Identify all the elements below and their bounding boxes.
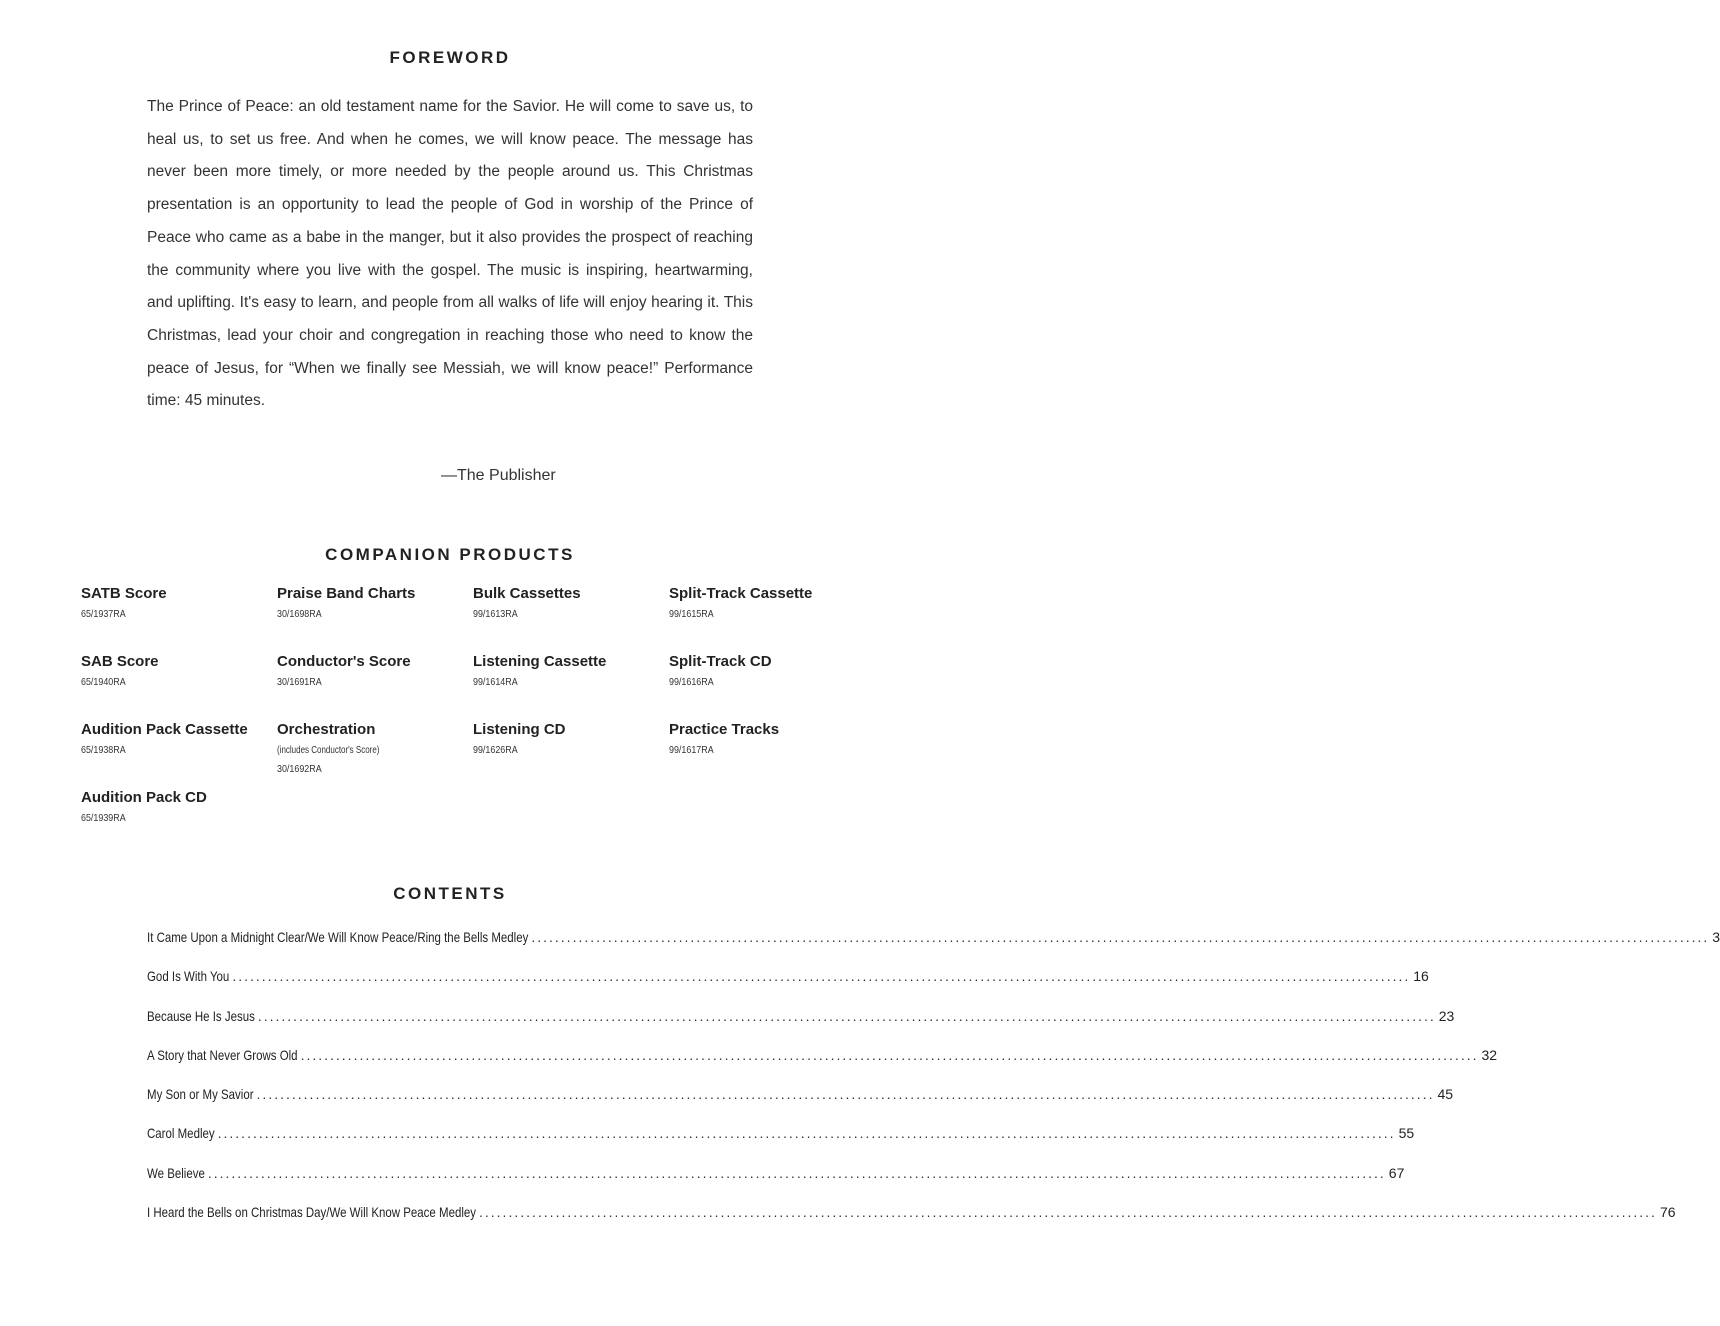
product-code: 30/1692RA <box>277 763 322 775</box>
toc-leader-dots: ........................................................................................................................................................................................................ <box>217 1125 1396 1142</box>
product-code: 99/1616RA <box>669 676 714 688</box>
product-note: (includes Conductor's Score) <box>277 745 380 756</box>
product-item <box>277 583 473 651</box>
toc-entry <box>147 1204 1676 1243</box>
toc-entry <box>147 929 1720 968</box>
product-name: Bulk Cassettes <box>473 585 581 602</box>
toc-entry <box>147 1086 1454 1125</box>
contents-heading: CONTENTS <box>393 884 507 903</box>
product-name: Practice Tracks <box>669 721 780 738</box>
toc-page-number: 76 <box>1659 1204 1676 1221</box>
toc-entry <box>147 1164 1405 1204</box>
product-code: 30/1691RA <box>277 676 322 688</box>
product-code: 99/1613RA <box>473 608 518 620</box>
toc-title: I Heard the Bells on Christmas Day/We Will Know Peace Medley <box>147 1204 477 1221</box>
product-name: Split-Track CD <box>669 653 772 670</box>
toc-title: My Son or My Savior <box>147 1086 254 1103</box>
product-item <box>473 583 669 651</box>
toc-leader-dots: ........................................................................................................................................................................................................ <box>300 1046 1479 1063</box>
product-name: Listening CD <box>473 721 566 738</box>
toc-title: Carol Medley <box>147 1125 215 1142</box>
toc-entry <box>147 968 1429 1007</box>
toc-entry <box>147 1046 1498 1086</box>
product-code: 65/1940RA <box>81 676 126 688</box>
toc-leader-dots: ........................................................................................................................................................................................................ <box>256 1086 1435 1103</box>
product-code: 30/1698RA <box>277 608 322 620</box>
toc-leader-dots: ........................................................................................................................................................................................................ <box>232 968 1411 985</box>
product-code: 99/1617RA <box>669 744 714 756</box>
toc-title: We Believe <box>147 1164 205 1181</box>
product-item <box>473 651 669 719</box>
product-name: Audition Pack Cassette <box>81 721 248 738</box>
toc-page-number: 55 <box>1398 1125 1415 1142</box>
toc-leader-dots: ........................................................................................................................................................................................................ <box>207 1164 1386 1181</box>
product-item <box>277 651 473 719</box>
toc-page-number: 32 <box>1481 1046 1498 1063</box>
toc-entry <box>147 1125 1415 1164</box>
product-item <box>81 583 277 651</box>
toc-title: A Story that Never Grows Old <box>147 1046 298 1063</box>
product-item <box>81 787 277 855</box>
product-item <box>669 651 841 719</box>
product-name: Praise Band Charts <box>277 585 416 602</box>
toc-page-number: 16 <box>1413 968 1429 985</box>
toc-title: Because He Is Jesus <box>147 1007 255 1024</box>
toc-page-number: 67 <box>1388 1164 1405 1181</box>
product-code: 99/1626RA <box>473 744 518 756</box>
table-of-contents <box>147 929 1720 1243</box>
product-code: 65/1937RA <box>81 608 126 620</box>
product-name: Listening Cassette <box>473 653 607 670</box>
product-name: SAB Score <box>81 653 159 670</box>
product-code: 65/1939RA <box>81 812 126 824</box>
foreword-heading: FOREWORD <box>389 48 511 67</box>
companion-products-heading: COMPANION PRODUCTS <box>325 545 575 564</box>
product-item <box>81 651 277 719</box>
toc-title: It Came Upon a Midnight Clear/We Will Know Peace/Ring the Bells Medley <box>147 929 529 945</box>
product-name: Split-Track Cassette <box>669 585 813 602</box>
product-name: Conductor's Score <box>277 653 411 670</box>
product-item <box>669 719 841 787</box>
foreword-signature: —The Publisher <box>441 467 556 484</box>
foreword-body: The Prince of Peace: an old testament name for the Savior. He will come to save us, to heal us, to set us free. And when he comes, we will know peace. The message has never been more timely, or more needed by the people around us. This Christmas presentation is an opportunity to lead the people of God in worship of the Prince of Peace who came as a babe in the manger, but it also provides the prospect of reaching the community where you live with the gospel. The music is inspiring, heartwarming, and uplifting. It's easy to learn, and people from all walks of life will enjoy hearing it. This Christmas, lead your choir and congregation in reaching those who need to know the peace of Jesus, for “When we finally see Messiah, we will know peace!” Performance time: 45 minutes. <box>147 98 753 410</box>
product-item <box>81 719 277 787</box>
product-item <box>277 719 473 787</box>
product-code: 65/1938RA <box>81 744 126 756</box>
toc-title: God Is With You <box>147 968 230 985</box>
product-code: 99/1615RA <box>669 608 714 620</box>
toc-page-number: 45 <box>1437 1086 1454 1103</box>
toc-page-number: 23 <box>1438 1007 1455 1024</box>
product-item <box>473 719 669 787</box>
toc-leader-dots: ........................................................................................................................................................................................................ <box>531 929 1710 945</box>
product-name: Audition Pack CD <box>81 789 207 806</box>
product-name: SATB Score <box>81 585 167 602</box>
toc-leader-dots: ........................................................................................................................................................................................................ <box>479 1204 1657 1221</box>
product-item <box>669 583 841 651</box>
product-name: Orchestration <box>277 721 376 738</box>
companion-products-grid <box>81 583 841 855</box>
toc-leader-dots: ........................................................................................................................................................................................................ <box>257 1007 1436 1024</box>
product-code: 99/1614RA <box>473 676 518 688</box>
toc-page-number: 3 <box>1712 929 1720 945</box>
toc-entry <box>147 1007 1455 1047</box>
